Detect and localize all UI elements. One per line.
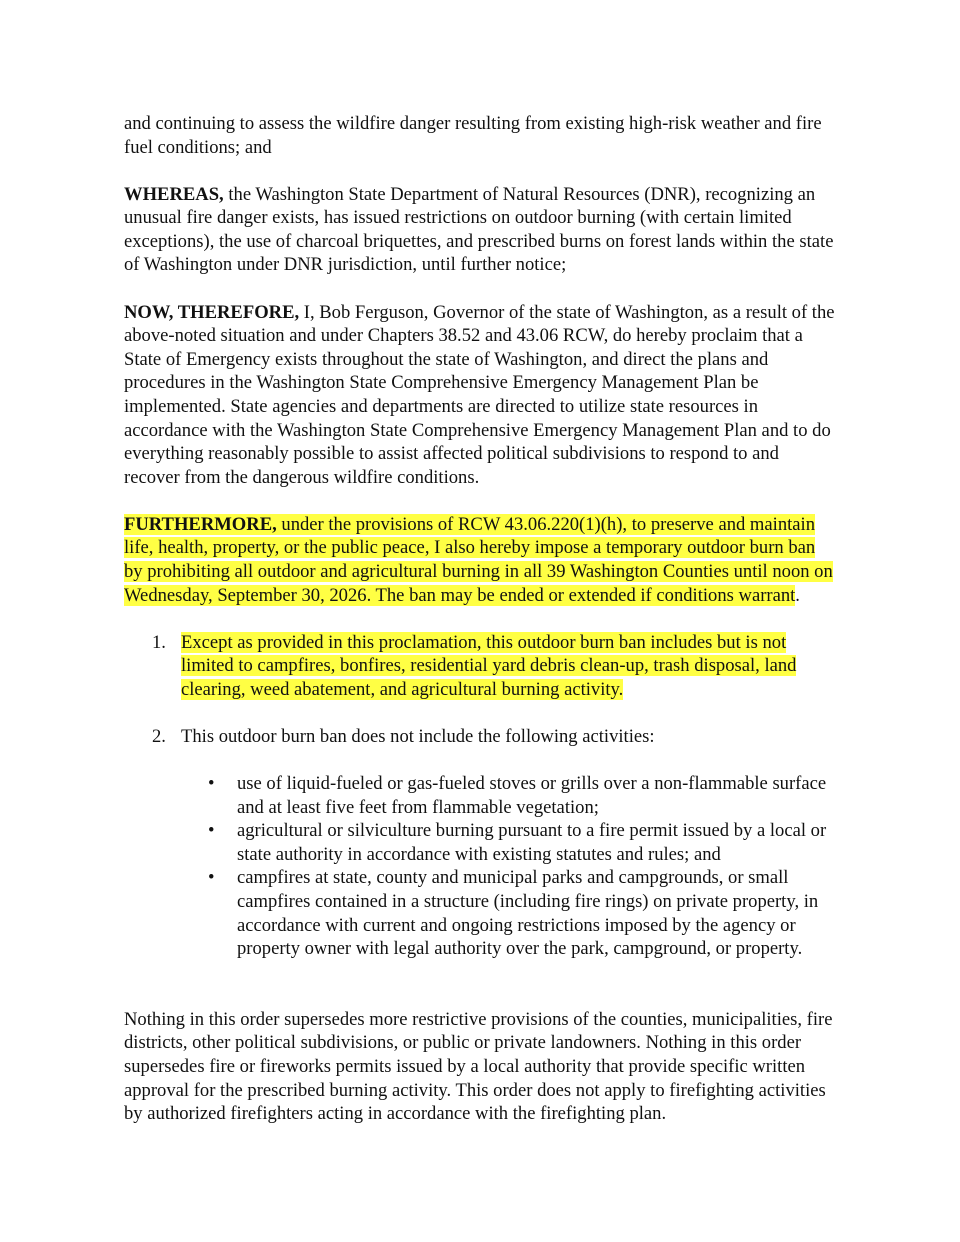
paragraph-spacer <box>124 749 836 773</box>
bullet-text: campfires at state, county and municipal parks and campgrounds, or small campfires contained in a structure (including fire rings) on private property, in accordance with current and ongoing restrictions imposed by the agency or property owner with legal authority over the park, campground, or property. <box>237 867 819 960</box>
numbered-list <box>124 631 836 749</box>
closing-paragraph: Nothing in this order supersedes more restrictive provisions of the counties, municipalities, fire districts, other political subdivisions, or public or private landowners. Nothing in this order supersedes fire or fireworks permits issued by a local authority that provide specific written approval for the prescribed burning activity. This order does not apply to firefighting activities by authorized firefighters acting in accordance with the firefighting plan. <box>124 1008 833 1125</box>
furthermore-paragraph <box>124 513 836 607</box>
list-item-1 <box>124 631 836 702</box>
bullet-icon: • <box>208 820 215 842</box>
list-item-text: Except as provided in this proclamation, this outdoor burn ban includes but is not limited to campfires, bonfires, residential yard debris clean-up, trash disposal, land clearing, weed abatement, and agricultural burning activity. <box>181 631 797 700</box>
bullet-item <box>124 866 836 960</box>
now-therefore-lead: NOW, THEREFORE, <box>124 301 300 323</box>
paragraph-spacer <box>124 277 836 301</box>
paragraph-spacer <box>124 489 836 513</box>
bullet-item <box>124 772 836 819</box>
whereas-paragraph <box>124 183 836 277</box>
continuation-paragraph: and continuing to assess the wildfire danger resulting from existing high-risk weather and fire fuel conditions; and <box>124 113 822 158</box>
now-therefore-text: I, Bob Ferguson, Governor of the state of Washington, as a result of the above-noted situation and under Chapters 38.52 and 43.06 RCW, do hereby proclaim that a State of Emergency exists throughout the state of Washington, and direct the plans and procedures in the Washington State Comprehensive Emergency Management Plan be implemented. State agencies and departments are directed to utilize state resources in accordance with the Washington State Comprehensive Emergency Management Plan and to do everything reasonably possible to assist affected political subdivisions to respond to and recover from the dangerous wildfire conditions. <box>124 301 835 488</box>
furthermore-highlight <box>124 514 833 606</box>
paragraph-spacer <box>124 961 836 1008</box>
whereas-lead: WHEREAS, <box>124 183 224 205</box>
paragraph-spacer <box>124 159 836 183</box>
bullet-text: use of liquid-fueled or gas-fueled stoves or grills over a non-flammable surface and at least five feet from flammable vegetation; <box>237 773 827 818</box>
furthermore-text: under the provisions of RCW 43.06.220(1)(h), to preserve and maintain life, health, property, or the public peace, I also hereby impose a temporary outdoor burn ban by prohibiting all outdoor and agricultural burning in all 39 Washington Counties until noon on Wednesday, September 30, 2026. The ban may be ended or extended if conditions warrant <box>124 513 833 606</box>
list-number: 1. <box>152 631 166 653</box>
bullet-list <box>124 772 836 961</box>
list-item-2 <box>124 725 836 749</box>
bullet-icon: • <box>208 867 215 889</box>
furthermore-end: . <box>795 584 800 606</box>
now-therefore-paragraph <box>124 301 836 490</box>
document-body <box>124 112 836 1126</box>
furthermore-lead: FURTHERMORE, <box>124 513 277 535</box>
paragraph-spacer <box>124 607 836 631</box>
bullet-icon: • <box>208 773 215 795</box>
whereas-text: the Washington State Department of Natural Resources (DNR), recognizing an unusual fire danger exists, has issued restrictions on outdoor burning (with certain limited exceptions), the use of charcoal briquettes, and prescribed burns on forest lands within the state of Washington under DNR jurisdiction, until further notice; <box>124 183 834 276</box>
list-item-text: This outdoor burn ban does not include the following activities: <box>181 725 655 747</box>
list-number: 2. <box>152 725 166 747</box>
bullet-text: agricultural or silviculture burning pursuant to a fire permit issued by a local or state authority in accordance with existing statutes and rules; and <box>237 820 827 865</box>
bullet-item <box>124 819 836 866</box>
